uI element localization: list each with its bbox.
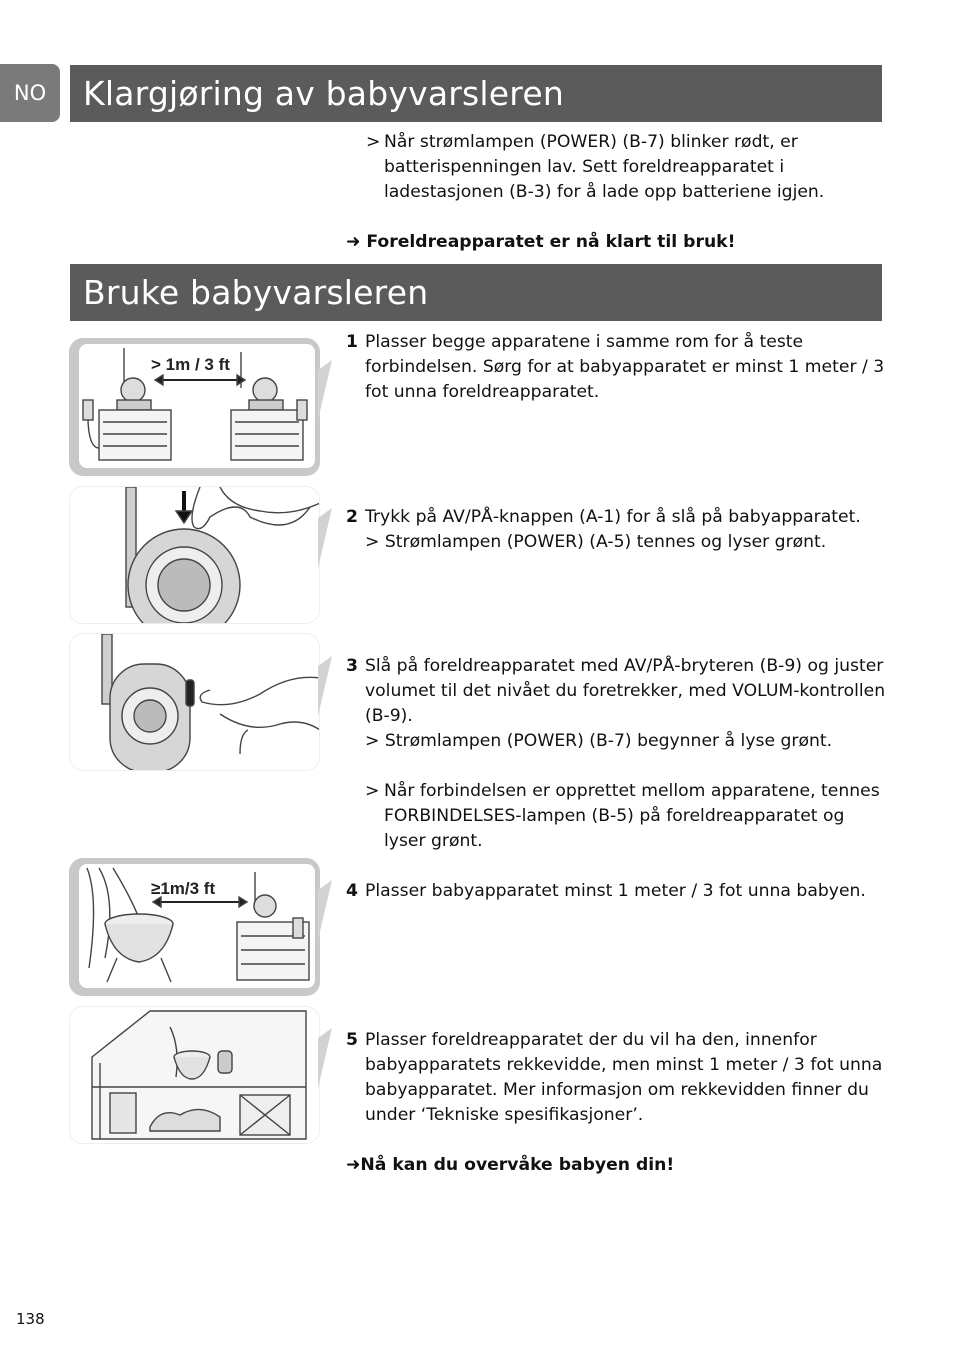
step-number: 2 (346, 507, 358, 527)
step-sub-note: > Strømlampen (POWER) (A-5) tennes og lyser grønt. (365, 532, 827, 552)
step-number: 5 (346, 1030, 358, 1050)
step-text: Plasser begge apparatene i samme rom for å teste forbindelsen. Sørg for at babyapparatet er minst 1 meter / 3 fot unna foreldreapparatet. (365, 332, 885, 402)
step-text: Plasser foreldreapparatet der du vil ha den, innenfor babyapparatets rekkevidde, men minst 1 meter / 3 fot unna babyapparatet. Mer informasjon om rekkevidden finner du under ‘Tekniske spesifikasjoner’. (365, 1030, 883, 1125)
language-tab (0, 64, 60, 122)
section-header-setup (70, 65, 882, 122)
battery-note-text: Når strømlampen (POWER) (B-7) blinker rødt, er batterispenningen lav. Sett foreldreapparatet i ladestasjonen (B-3) for å lade opp batteriene igjen. (384, 132, 825, 202)
pointer-arrow-2 (318, 508, 334, 568)
note-marker: > (366, 132, 381, 152)
distance-label: > 1m / 3 ft (151, 355, 230, 374)
illustration-parent-unit-on (69, 633, 320, 771)
section-header-usage (70, 264, 882, 321)
usage-result: ➜Nå kan du overvåke babyen din! (346, 1155, 675, 1175)
step-2 (346, 505, 886, 555)
step-5 (346, 1028, 886, 1178)
battery-note (346, 130, 886, 205)
section-title-usage: Bruke babyvarsleren (83, 273, 429, 312)
illustration-crib-distance (69, 858, 320, 996)
step-4 (346, 879, 886, 904)
crib-distance-label: ≥1m/3 ft (151, 879, 216, 898)
pointer-arrow-5 (318, 1028, 334, 1088)
illustration-house-placement (69, 1006, 320, 1144)
note-marker: > (365, 781, 380, 801)
setup-result: ➜ Foreldreapparatet er nå klart til bruk! (346, 232, 736, 252)
pointer-arrow-4 (318, 880, 334, 940)
setup-text (346, 130, 886, 255)
pointer-arrow-3 (318, 656, 334, 716)
section-title-setup: Klargjøring av babyvarsleren (83, 74, 564, 113)
step-number: 3 (346, 656, 358, 676)
step-text: Slå på foreldreapparatet med AV/PÅ-bryteren (B-9) og juster volumet til det nivået du foretrekker, med VOLUM-kontrollen (B-9). (365, 656, 886, 726)
language-code: NO (13, 81, 47, 105)
step-sub-note: > Strømlampen (POWER) (B-7) begynner å lyse grønt. (365, 731, 833, 751)
pointer-arrow-1 (318, 360, 334, 420)
step-number: 1 (346, 332, 358, 352)
illustration-baby-unit-on (69, 486, 320, 624)
page-number: 138 (16, 1310, 45, 1328)
step-sub-note-2: Når forbindelsen er opprettet mellom apparatene, tennes FORBINDELSES-lampen (B-5) på foreldreapparatet og lyser grønt. (384, 781, 880, 851)
step-3 (346, 654, 886, 854)
step-text: Plasser babyapparatet minst 1 meter / 3 fot unna babyen. (365, 881, 866, 901)
step-number: 4 (346, 881, 358, 901)
step-1 (346, 330, 886, 405)
step-text: Trykk på AV/PÅ-knappen (A-1) for å slå på babyapparatet. (365, 507, 861, 527)
illustration-distance-test (69, 338, 320, 476)
